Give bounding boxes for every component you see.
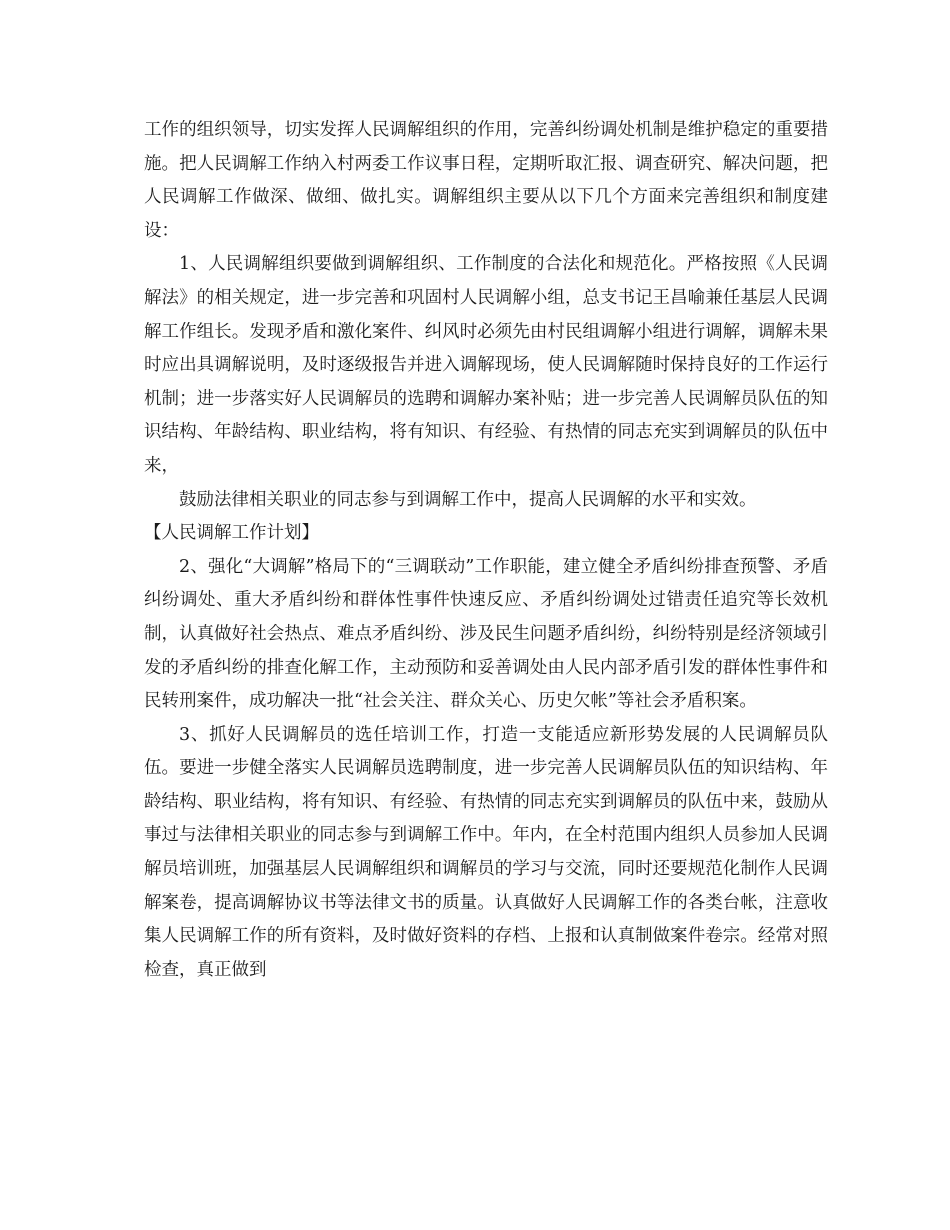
paragraph-item-1: 1、人民调解组织要做到调解组织、工作制度的合法化和规范化。严格按照《人民调解法》的相关规定，进一步完善和巩固村人民调解小组，总支书记王昌喻兼任基层人民调解工作组长。发现矛盾和激化案件、纠风时必须先由村民组调解小组进行调解，调解未果时应出具调解说明，及时逐级报告并进入调解现场，使人民调解随时保持良好的工作运行机制；进一步落实好人民调解员的选聘和调解办案补贴；进一步完善人民调解员队伍的知识结构、年龄结构、职业结构，将有知识、有经验、有热情的同志充实到调解员的队伍中来， — [144, 254, 828, 476]
paragraph-item-3: 3、抓好人民调解员的选任培训工作，打造一支能适应新形势发展的人民调解员队伍。要进一步健全落实人民调解员选聘制度，进一步完善人民调解员队伍的知识结构、年龄结构、职业结构，将有知识、有经验、有热情的同志充实到调解员的队伍中来，鼓励从事过与法律相关职业的同志参与到调解工作中。年内，在全村范围内组织人员参加人民调解员培训班，加强基层人民调解组织和调解员的学习与交流，同时还要规范化制作人民调解案卷，提高调解协议书等法律文书的质量。认真做好人民调解工作的各类台帐，注意收集人民调解工作的所有资料，及时做好资料的存档、上报和认真制做案件卷宗。经常对照检查，真正做到 — [144, 724, 828, 980]
paragraph-intro: 工作的组织领导，切实发挥人民调解组织的作用，完善纠纷调处机制是维护稳定的重要措施。把人民调解工作纳入村两委工作议事日程，定期听取汇报、调查研究、解决问题，把人民调解工作做深、做细、做扎实。调解组织主要从以下几个方面来完善组织和制度建设： — [144, 120, 828, 241]
paragraph-item-2: 2、强化“大调解”格局下的“三调联动”工作职能，建立健全矛盾纠纷排查预警、矛盾纠纷调处、重大矛盾纠纷和群体性事件快速反应、矛盾纠纷调处过错责任追究等长效机制，认真做好社会热点、难点矛盾纠纷、涉及民生问题矛盾纠纷，纠纷特别是经济领域引发的矛盾纠纷的排查化解工作，主动预防和妥善调处由人民内部矛盾引发的群体性事件和民转刑案件，成功解决一批“社会关注、群众关心、历史欠帐”等社会矛盾积案。 — [144, 556, 828, 712]
section-heading: 【人民调解工作计划】 — [144, 523, 319, 544]
document-body — [144, 114, 828, 987]
paragraph-encourage: 鼓励法律相关职业的同志参与到调解工作中，提高人民调解的水平和实效。 — [179, 489, 757, 510]
